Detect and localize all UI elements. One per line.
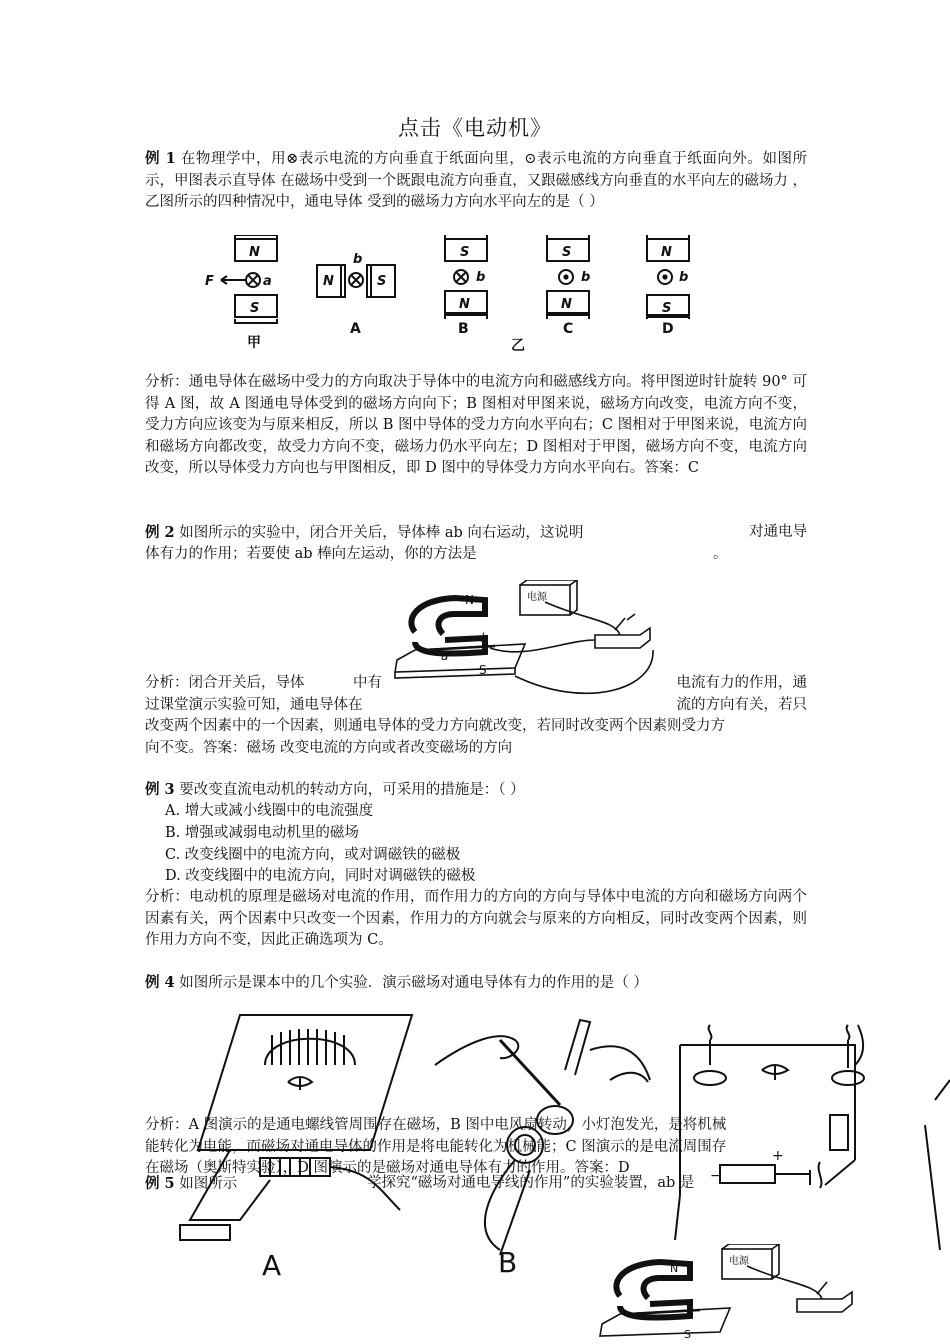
svg-text:N: N	[465, 593, 474, 607]
example-5-question	[145, 1173, 807, 1195]
example-2-analysis-line-3: 改变两个因素中的一个因素，则通电导体的受力方向就改变，若同时改变两个因素则受力方	[145, 718, 725, 735]
example-5-text-a: 如图所示	[179, 1176, 238, 1192]
svg-text:S: S	[562, 245, 572, 260]
svg-text:S: S	[662, 301, 672, 316]
example-2-analysis-line-4: 向不变。答案：磁场 改变电流的方向或者改变磁场的方向	[145, 739, 513, 756]
svg-text:S: S	[479, 663, 487, 677]
example-2-analysis-line-2b: 流的方向有关，若只	[676, 696, 807, 713]
example-4-analysis-line-2: 能转化为电能，而磁场对通电导体的作用是将电能转化为机械能；C 图演示的是电流周围存	[145, 1138, 727, 1155]
example-4-figure-b-label: B	[498, 1246, 518, 1279]
svg-text:C: C	[563, 321, 574, 337]
svg-text:S: S	[250, 301, 260, 316]
example-3-option-c: C. 改变线圈中的电流方向，或对调磁铁的磁极	[165, 847, 461, 863]
example-2-question	[145, 522, 807, 565]
svg-text:电源: 电源	[527, 592, 547, 603]
svg-text:N: N	[561, 297, 572, 312]
example-2-analysis-line-1c: 电流有力的作用，通	[676, 675, 807, 691]
example-4-analysis-line-3: 在磁场（奥斯特实验），D 图演示的是磁场对通电导体有力的作用。答案：D	[145, 1160, 630, 1177]
svg-text:b: b	[476, 270, 486, 285]
example-5-text-b: 学探究“磁场对通电导线的作用”的实验装置，ab 是	[367, 1175, 695, 1191]
svg-text:a: a	[441, 649, 449, 663]
svg-text:b: b	[353, 252, 363, 267]
example-2-line-1: 如图所示的实验中，闭合开关后，导体棒 ab 向右运动，这说明	[179, 525, 584, 541]
example-3-text: 要改变直流电动机的转动方向，可采用的措施是：（ ）	[179, 782, 525, 798]
svg-text:N: N	[670, 1262, 679, 1275]
example-3-analysis: 分析：电动机的原理是磁场对电流的作用，而作用力的方向的方向与导体中电流的方向和磁场方向两个因素有关，两个因素中只改变一个因素，作用力的方向就会与原来的方向相反，同时改变两个因素，则作用力方向不变，因此正确选项为 C。	[145, 889, 807, 949]
svg-text:S: S	[377, 274, 387, 289]
example-4-analysis-line-1: 分析：A 图演示的是通电螺线管周围存在磁场，B 图中电风扇转动，小灯泡发光，是将机械	[145, 1117, 727, 1133]
example-4-label: 例 4	[145, 974, 175, 991]
example-3-option-b: B. 增强或减弱电动机里的磁场	[165, 825, 359, 841]
example-2-analysis-line-2a: 过课堂演示实验可知，通电导体在	[145, 696, 363, 713]
svg-text:D: D	[662, 321, 674, 337]
svg-text:乙: 乙	[511, 338, 525, 354]
example-5-apparatus-figure	[592, 1244, 862, 1344]
example-4-figure-a-label: A	[262, 1249, 282, 1282]
svg-text:S: S	[460, 245, 470, 260]
svg-text:A: A	[350, 321, 361, 337]
example-2-analysis-line-1b: 中有	[353, 675, 382, 691]
svg-text:b: b	[679, 270, 689, 285]
svg-text:b: b	[581, 270, 591, 285]
example-2-line-1-end: 对通电导	[749, 524, 807, 540]
svg-text:N: N	[661, 245, 672, 260]
example-4-analysis	[145, 1115, 807, 1180]
svg-text:N: N	[249, 245, 260, 260]
example-2-line-2: 体有力的作用；若要使 ab 棒向左运动，你的方法是	[145, 545, 477, 562]
svg-text:B: B	[458, 321, 469, 337]
svg-text:电源: 电源	[729, 1256, 749, 1267]
svg-text:b: b	[481, 631, 489, 645]
example-3-option-a: A. 增大或减小线圈中的电流强度	[165, 803, 374, 819]
page-title: 点击《电动机》	[398, 116, 552, 140]
svg-text:甲: 甲	[247, 335, 261, 351]
example-2-line-2-end: 。	[713, 545, 728, 562]
svg-text:+: +	[772, 1148, 784, 1164]
svg-text:F: F	[205, 274, 214, 289]
svg-text:N: N	[459, 297, 470, 312]
example-2-analysis	[145, 673, 807, 759]
example-1-question	[145, 148, 807, 214]
example-5-label: 例 5	[145, 1175, 175, 1192]
example-1-label: 例 1	[145, 150, 176, 167]
example-3-option-d: D. 改变线圈中的电流方向，同时对调磁铁的磁极	[165, 868, 476, 884]
example-1-figure	[195, 235, 705, 360]
svg-text:−: −	[710, 1168, 722, 1184]
svg-text:N: N	[323, 274, 334, 289]
example-3-question	[145, 779, 807, 802]
svg-text:S: S	[684, 1328, 691, 1341]
example-2-label: 例 2	[145, 524, 175, 541]
svg-text:a: a	[263, 274, 272, 289]
example-1-analysis: 分析：通电导体在磁场中受力的方向取决于导体中的电流方向和磁感线方向。将甲图逆时针旋转 90° 可得 A 图，故 A 图通电导体受到的磁场方向向下；B 图相对甲图来说，磁场方向改变，电流方向不变，受力方向应该变为与原来相反，所以 B 图中导体的受力方向水平向右；C 图相对于甲图来说，电流方向和磁场方向都改变，故受力方向不变，磁场力仍水平向左；D 图相对于甲图，磁场方向不变，电流方向改变，所以导体受力方向也与甲图相反，即 D 图中的导体受力方向水平向右。答案：C	[145, 374, 807, 477]
example-3-label: 例 3	[145, 781, 175, 798]
example-4-text: 如图所示是课本中的几个实验．演示磁场对通电导体有力的作用的是（ ）	[179, 975, 648, 991]
example-1-text: 在物理学中，用⊗表示电流的方向垂直于纸面向里，⊙表示电流的方向垂直于纸面向外。如图所示，甲图表示直导体 在磁场中受到一个既跟电流方向垂直，又跟磁感线方向垂直的水平向左的磁场力 ，乙图所示的四种情况中，通电导体 受到的磁场力方向水平向左的是（ ）	[145, 151, 808, 211]
example-2-analysis-line-1a: 分析：闭合开关后，导体	[145, 675, 305, 691]
example-4-question	[145, 972, 807, 995]
